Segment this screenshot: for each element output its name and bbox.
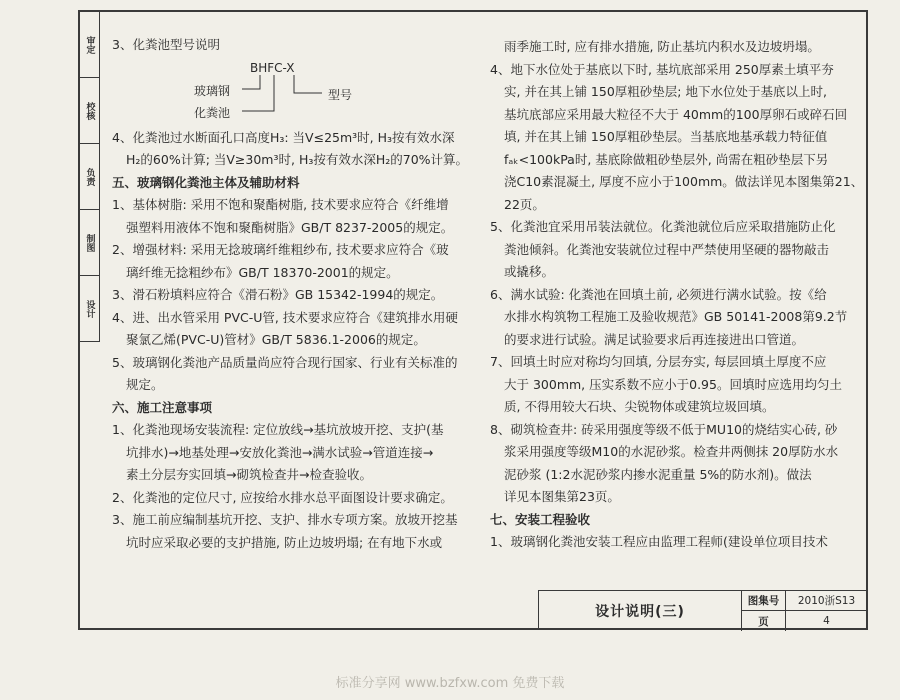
left-line: 坑时应采取必要的支护措施, 防止边坡坍塌; 在有地下水或 xyxy=(126,534,443,550)
stamp-cell: 负责 xyxy=(80,144,100,210)
stamp-cell: 制图 xyxy=(80,210,100,276)
left-line: 3、滑石粉填料应符合《滑石粉》GB 15342-1994的规定。 xyxy=(112,287,444,302)
model-code: BHFC-X xyxy=(250,60,295,75)
left-line: 强塑料用液体不饱和聚酯树脂》GB/T 8237-2005的规定。 xyxy=(126,219,454,235)
right-line: 粪池倾斜。化粪池安装就位过程中严禁使用坚硬的器物敲击 xyxy=(504,241,830,257)
right-line: 浆采用强度等级M10的水泥砂浆。检查井两侧抹 20厚防水水 xyxy=(504,444,839,459)
label-model: 型号 xyxy=(328,87,353,102)
right-line: 8、砌筑检查井: 砖采用强度等级不低于MU10的烧结实心砖, 砂 xyxy=(490,421,838,437)
left-line: 聚氯乙烯(PVC-U)管材》GB/T 5836.1-2006的规定。 xyxy=(126,332,426,347)
right-line: 实, 并在其上铺 150厚粗砂垫层; 地下水位处于基底以上时, xyxy=(504,84,827,99)
label-septic-tank: 化粪池 xyxy=(194,105,231,120)
right-line: 4、地下水位处于基底以下时, 基坑底部采用 250厚素土填平夯 xyxy=(490,61,834,77)
atlas-number-value: 2010浙S13 xyxy=(786,591,867,611)
right-line: 水排水构筑物工程施工及验收规范》GB 50141-2008第9.2节 xyxy=(504,309,848,324)
left-line: 素土分层夯实回填→砌筑检查井→检查验收。 xyxy=(126,467,372,482)
right-line: 雨季施工时, 应有排水措施, 防止基坑内积水及边坡坍塌。 xyxy=(504,39,820,54)
right-text-column xyxy=(490,36,864,554)
title-block xyxy=(538,590,866,630)
left-line: 璃纤维无捻粗纱布》GB/T 18370-2001的规定。 xyxy=(126,264,399,280)
label-fiberglass: 玻璃钢 xyxy=(194,83,231,98)
left-line: 3、施工前应编制基坑开挖、支护、排水专项方案。放坡开挖基 xyxy=(112,512,458,527)
left-line: 3、化粪池型号说明 xyxy=(112,37,220,52)
right-line: 6、满水试验: 化粪池在回填土前, 必须进行满水试验。按《给 xyxy=(490,286,827,302)
page-number: 4 xyxy=(823,615,830,627)
signature-stamp-column xyxy=(80,12,100,342)
right-line: 22页。 xyxy=(504,196,545,212)
left-line: 2、化粪池的定位尺寸, 应按给水排水总平面图设计要求确定。 xyxy=(112,489,453,505)
stamp-cell: 校核 xyxy=(80,78,100,144)
left-line: 5、玻璃钢化粪池产品质量尚应符合现行国家、行业有关标准的 xyxy=(112,354,458,370)
stamp-cell: 审定 xyxy=(80,12,100,78)
left-line: 4、进、出水管采用 PVC-U管, 技术要求应符合《建筑排水用硬 xyxy=(112,309,458,325)
left-line: 2、增强材料: 采用无捻玻璃纤维粗纱布, 技术要求应符合《玻 xyxy=(112,242,449,257)
stamp-cell: 设计 xyxy=(80,276,100,342)
section-heading: 六、施工注意事项 xyxy=(112,399,213,415)
right-line: 大于 300mm, 压实系数不应小于0.95。回填时应选用均匀土 xyxy=(504,376,842,392)
right-line: 泥砂浆 (1:2水泥砂浆内掺水泥重量 5%的防水剂)。做法 xyxy=(504,466,812,482)
left-line: 1、基体树脂: 采用不饱和聚酯树脂, 技术要求应符合《纤维增 xyxy=(112,197,449,212)
right-line: 的要求进行试验。满足试验要求后再连接进出口管道。 xyxy=(504,331,805,347)
section-heading: 七、安装工程验收 xyxy=(490,511,591,527)
section-heading: 五、玻璃钢化粪池主体及辅助材料 xyxy=(112,174,300,190)
right-line: 7、回填土时应对称均匀回填, 分层夯实, 每层回填土厚度不应 xyxy=(490,354,827,369)
left-line: 1、化粪池现场安装流程: 定位放线→基坑放坡开挖、支护(基 xyxy=(112,422,444,437)
right-line: fₐₖ<100kPa时, 基底除做粗砂垫层外, 尚需在粗砂垫层下另 xyxy=(504,151,829,167)
left-line: 坑排水)→地基处理→安放化粪池→满水试验→管道连接→ xyxy=(126,444,434,460)
sheet-title: 设计说明(三) xyxy=(539,591,742,631)
atlas-number-label: 图集号 xyxy=(742,591,786,611)
watermark-text: 标准分享网 www.bzfxw.com 免费下载 xyxy=(335,676,565,691)
right-line: 1、玻璃钢化粪池安装工程应由监理工程师(建设单位项目技术 xyxy=(490,534,828,549)
right-line: 或撬移。 xyxy=(504,264,555,279)
right-line: 浇C10素混凝土, 厚度不应小于100mm。做法详见本图集第21、 xyxy=(504,174,864,189)
right-line: 5、化粪池宜采用吊装法就位。化粪池就位后应采取措施防止化 xyxy=(490,219,836,234)
page-label: 页 xyxy=(742,611,786,631)
right-line: 基坑底部应采用最大粒径不大于 40mm的100厚卵石或碎石回 xyxy=(504,106,848,122)
left-line: 4、化粪池过水断面孔口高度H₃: 当V≤25m³时, H₃按有效水深 xyxy=(112,129,455,145)
right-line: 质, 不得用较大石块、尖锐物体或建筑垃圾回填。 xyxy=(504,399,775,414)
left-line: H₂的60%计算; 当V≥30m³时, H₃按有效水深H₂的70%计算。 xyxy=(126,152,469,167)
right-line: 详见本图集第23页。 xyxy=(504,489,620,504)
model-code-diagram xyxy=(182,59,472,127)
right-line: 填, 并在其上铺 150厚粗砂垫层。当基底地基承载力特征值 xyxy=(504,129,828,144)
left-line: 规定。 xyxy=(126,377,164,392)
left-text-column xyxy=(112,34,472,554)
